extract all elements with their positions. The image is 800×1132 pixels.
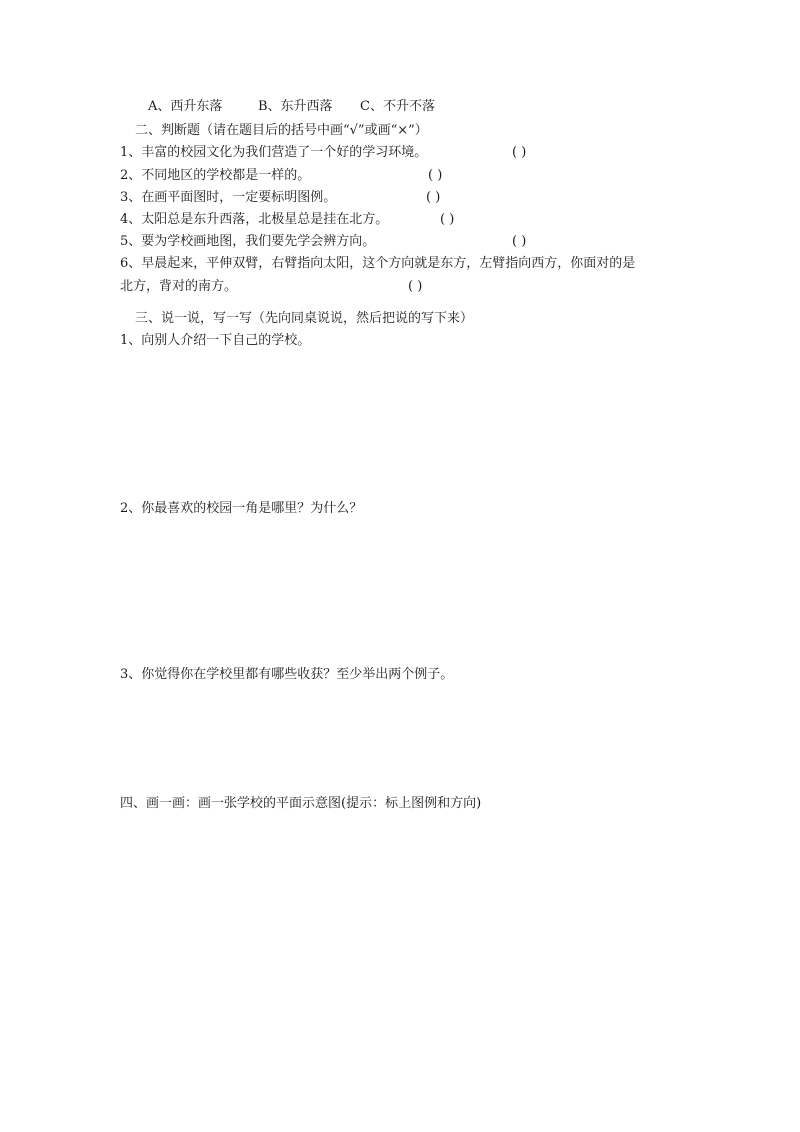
section-3-question-3: 3、你觉得你在学校里都有哪些收获？至少举出两个例子。 (120, 667, 454, 682)
judge-item-2-blank[interactable]: ( ) (428, 168, 443, 183)
option-c-line (360, 98, 435, 116)
option-b-line (258, 98, 333, 116)
judge-item-5-blank[interactable]: ( ) (512, 234, 527, 249)
judge-item-6-blank[interactable]: ( ) (408, 279, 423, 294)
judge-item-1-blank[interactable]: ( ) (512, 145, 527, 160)
option-b: B、东升西落 (258, 99, 333, 114)
option-a: A、西升东落 (148, 99, 223, 114)
judge-item-5-text: 5、要为学校画地图，我们要先学会辨方向。 (120, 234, 376, 249)
answer-options (148, 98, 222, 116)
judge-item-1-text: 1、丰富的校园文化为我们营造了一个好的学习环境。 (120, 145, 428, 160)
section-3-question-2: 2、你最喜欢的校园一角是哪里？为什么？ (120, 501, 363, 516)
judge-item-6-cont (120, 278, 680, 296)
judge-item-5 (120, 233, 680, 251)
section-3-question-1: 1、向别人介绍一下自己的学校。 (120, 333, 311, 348)
judge-item-4 (120, 211, 680, 229)
judge-item-2 (120, 167, 680, 185)
section-2-title: 二、判断题（请在题目后的括号中画“√”或画“×”） (135, 123, 428, 138)
option-c: C、不升不落 (360, 99, 435, 114)
judge-item-6-text: 6、早晨起来，平伸双臂，右臂指向太阳，这个方向就是东方，左臂指向西方，你面对的是 (120, 256, 636, 271)
judge-item-3-blank[interactable]: ( ) (426, 190, 441, 205)
judge-item-6 (120, 255, 690, 273)
judge-item-6-text-2: 北方，背对的南方。 (120, 279, 238, 294)
judge-item-4-text: 4、太阳总是东升西落，北极星总是挂在北方。 (120, 212, 389, 227)
section-4-title: 四、画一画：画一张学校的平面示意图(提示：标上图例和方向) (120, 796, 482, 811)
judge-item-3 (120, 189, 680, 207)
judge-item-3-text: 3、在画平面图时，一定要标明图例。 (120, 190, 337, 205)
section-3-title: 三、说一说，写一写（先向同桌说说，然后把说的写下来） (135, 311, 474, 326)
judge-item-2-text: 2、不同地区的学校都是一样的。 (120, 168, 311, 183)
judge-item-1 (120, 144, 680, 162)
judge-item-4-blank[interactable]: ( ) (440, 212, 455, 227)
